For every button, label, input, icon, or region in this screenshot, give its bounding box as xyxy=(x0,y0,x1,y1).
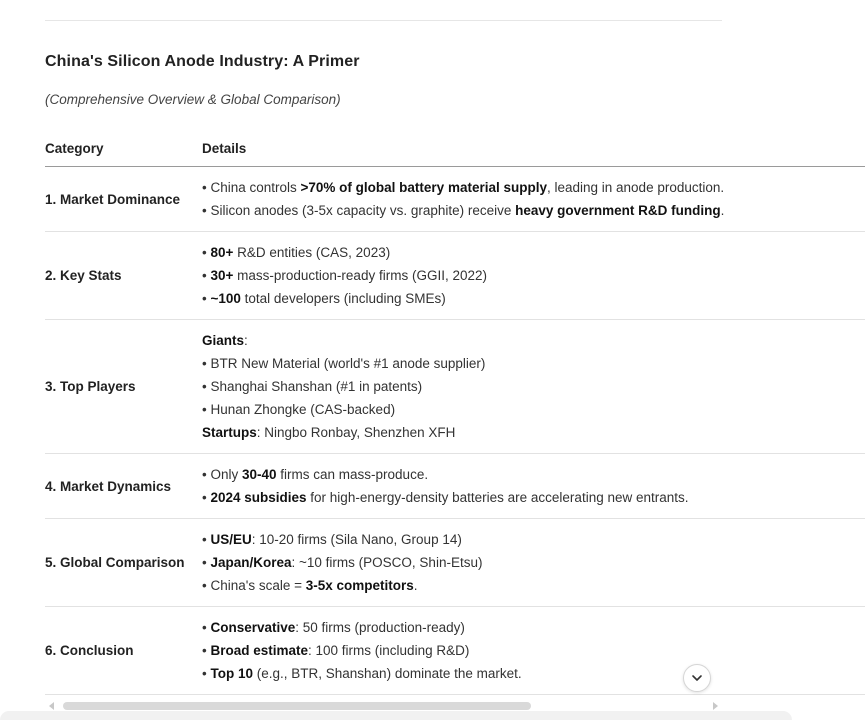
detail-bold-text: 80+ xyxy=(210,245,234,260)
arrow-right-icon[interactable] xyxy=(713,702,718,710)
detail-line xyxy=(202,264,865,287)
table-scroll-container[interactable] xyxy=(45,130,725,700)
composer-edge xyxy=(0,711,792,720)
detail-bold-text: US/EU xyxy=(210,532,252,547)
table-row xyxy=(45,167,865,232)
detail-text: : 50 firms (production-ready) xyxy=(295,620,465,635)
detail-line xyxy=(202,528,865,551)
detail-bold-text: Giants xyxy=(202,333,245,348)
detail-bold-text: Startups xyxy=(202,425,257,440)
detail-line xyxy=(202,398,865,421)
row-category: 4. Market Dynamics xyxy=(45,454,202,519)
detail-text: R&D entities (CAS, 2023) xyxy=(233,245,391,260)
detail-text: • Shanghai Shanshan (#1 in patents) xyxy=(202,379,423,394)
detail-text: • xyxy=(202,643,211,658)
detail-text: • xyxy=(202,490,211,505)
detail-line xyxy=(202,199,865,222)
row-details xyxy=(202,519,865,607)
row-category: 5. Global Comparison xyxy=(45,519,202,607)
detail-text: : xyxy=(244,333,248,348)
detail-text: : 10-20 firms (Sila Nano, Group 14) xyxy=(251,532,462,547)
detail-bold-text: 3-5x competitors xyxy=(305,578,414,593)
detail-text: • China controls xyxy=(202,180,301,195)
header-category: Category xyxy=(45,130,202,167)
detail-line xyxy=(202,662,865,685)
header-details: Details xyxy=(202,130,865,167)
detail-line xyxy=(202,639,865,662)
horizontal-scrollbar[interactable] xyxy=(45,701,722,711)
detail-text: , leading in anode production. xyxy=(546,180,725,195)
detail-text: . xyxy=(720,203,725,218)
detail-text: • China's scale = xyxy=(202,578,306,593)
top-divider xyxy=(45,20,722,21)
table-row xyxy=(45,454,865,519)
detail-bold-text: Japan/Korea xyxy=(210,555,292,570)
detail-text: • xyxy=(202,666,211,681)
detail-line xyxy=(202,176,865,199)
detail-text: • Only xyxy=(202,467,242,482)
detail-bold-text: 30-40 xyxy=(242,467,277,482)
detail-bold-text: ~100 xyxy=(210,291,241,306)
detail-bold-text: Conservative xyxy=(210,620,296,635)
detail-text: mass-production-ready firms (GGII, 2022) xyxy=(233,268,487,283)
detail-line xyxy=(202,241,865,264)
row-details xyxy=(202,454,865,519)
detail-text: • Hunan Zhongke (CAS-backed) xyxy=(202,402,396,417)
detail-bold-text: 2024 subsidies xyxy=(210,490,307,505)
detail-text: . xyxy=(413,578,418,593)
table-header-row xyxy=(45,130,865,167)
detail-line xyxy=(202,287,865,310)
detail-text: for high-energy-density batteries are accelerating new entrants. xyxy=(306,490,689,505)
detail-text: • xyxy=(202,268,211,283)
table-row xyxy=(45,232,865,320)
detail-line xyxy=(202,421,865,444)
detail-text: : Ningbo Ronbay, Shenzhen XFH xyxy=(256,425,456,440)
detail-line xyxy=(202,551,865,574)
detail-line xyxy=(202,616,865,639)
detail-line xyxy=(202,486,865,509)
document-subtitle: (Comprehensive Overview & Global Comparison) xyxy=(45,92,341,107)
row-details xyxy=(202,320,865,454)
detail-text: • xyxy=(202,291,211,306)
detail-text: • xyxy=(202,532,211,547)
overview-table xyxy=(45,130,865,695)
detail-text: • xyxy=(202,245,211,260)
scrollbar-thumb[interactable] xyxy=(63,702,531,710)
detail-text: • Silicon anodes (3-5x capacity vs. graphite) receive xyxy=(202,203,516,218)
detail-text: • xyxy=(202,555,211,570)
table-row xyxy=(45,320,865,454)
detail-line xyxy=(202,329,865,352)
detail-line xyxy=(202,375,865,398)
row-category: 3. Top Players xyxy=(45,320,202,454)
row-category: 1. Market Dominance xyxy=(45,167,202,232)
detail-line xyxy=(202,463,865,486)
detail-text: : ~10 firms (POSCO, Shin-Etsu) xyxy=(291,555,483,570)
row-details xyxy=(202,232,865,320)
detail-text: firms can mass-produce. xyxy=(276,467,429,482)
scroll-down-button[interactable] xyxy=(683,664,711,692)
row-category: 6. Conclusion xyxy=(45,607,202,695)
table-row xyxy=(45,519,865,607)
detail-text: (e.g., BTR, Shanshan) dominate the market. xyxy=(253,666,522,681)
detail-bold-text: Broad estimate xyxy=(210,643,309,658)
detail-line xyxy=(202,352,865,375)
arrow-left-icon[interactable] xyxy=(49,702,54,710)
detail-text: total developers (including SMEs) xyxy=(240,291,446,306)
detail-text: • xyxy=(202,620,211,635)
detail-text: • BTR New Material (world's #1 anode supplier) xyxy=(202,356,486,371)
detail-bold-text: 30+ xyxy=(210,268,234,283)
detail-bold-text: heavy government R&D funding xyxy=(515,203,721,218)
row-category: 2. Key Stats xyxy=(45,232,202,320)
table-body xyxy=(45,167,865,695)
detail-text: : 100 firms (including R&D) xyxy=(308,643,470,658)
detail-line xyxy=(202,574,865,597)
table-row xyxy=(45,607,865,695)
document-title: China's Silicon Anode Industry: A Primer xyxy=(45,53,360,70)
detail-bold-text: >70% of global battery material supply xyxy=(300,180,547,195)
chevron-down-icon xyxy=(690,671,704,685)
detail-bold-text: Top 10 xyxy=(210,666,253,681)
row-details xyxy=(202,607,865,695)
row-details xyxy=(202,167,865,232)
